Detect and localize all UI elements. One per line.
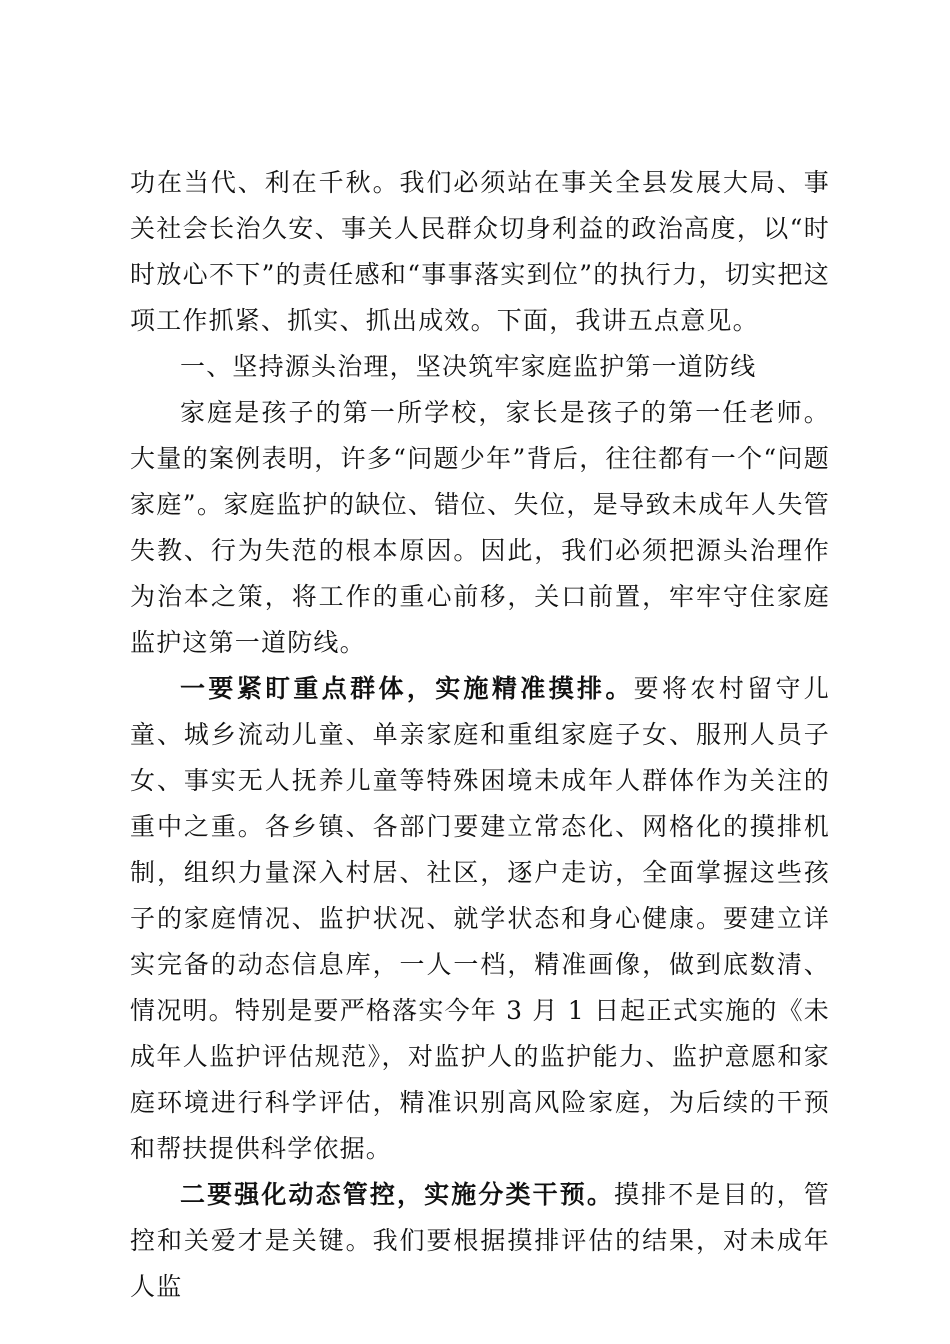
point-one-lead: 一要紧盯重点群体，实施精准摸排。 <box>180 674 634 703</box>
paragraph-family-school: 家庭是孩子的第一所学校，家长是孩子的第一任老师。大量的案例表明，许多“问题少年”背后，往往都有一个“问题家庭”。家庭监护的缺位、错位、失位，是导致未成年人失管失教、行为失范的根本原因。因此，我们必须把源头治理作为治本之策，将工作的重心前移，关口前置，牢牢守住家庭监护这第一道防线。 <box>130 398 830 657</box>
point-one-text: 要将农村留守儿童、城乡流动儿童、单亲家庭和重组家庭子女、服刑人员子女、事实无人抚养儿童等特殊困境未成年人群体作为关注的重中之重。各乡镇、各部门要建立常态化、网格化的摸排机制，组织力量深入村居、社区，逐户走访，全面掌握这些孩子的家庭情况、监护状况、就学状态和身心健康。要建立详实完备的动态信息库，一人一档，精准画像，做到底数清、情况明。特别是要严格落实今年 3 月 1 日起正式实施的《未成年人监护评估规范》，对监护人的监护能力、监护意愿和家庭环境进行科学评估，精准识别高风险家庭，为后续的干预和帮扶提供科学依据。 <box>130 674 830 1163</box>
point-two-text: 摸排不是目的，管控和关爱才是关键。我们要根据摸排评估的结果，对未成年人监 <box>130 1180 831 1301</box>
point-two-lead: 二要强化动态管控，实施分类干预。 <box>180 1180 614 1209</box>
paragraph-point-two <box>130 1172 830 1310</box>
document-body <box>130 160 830 1310</box>
paragraph-point-one <box>130 666 830 1172</box>
paragraph-intro: 功在当代、利在千秋。我们必须站在事关全县发展大局、事关社会长治久安、事关人民群众切身利益的政治高度，以“时时放心不下”的责任感和“事事落实到位”的执行力，切实把这项工作抓紧、抓实、抓出成效。下面，我讲五点意见。 <box>130 168 830 335</box>
section-heading-1: 一、坚持源头治理，坚决筑牢家庭监护第一道防线 <box>180 352 757 381</box>
